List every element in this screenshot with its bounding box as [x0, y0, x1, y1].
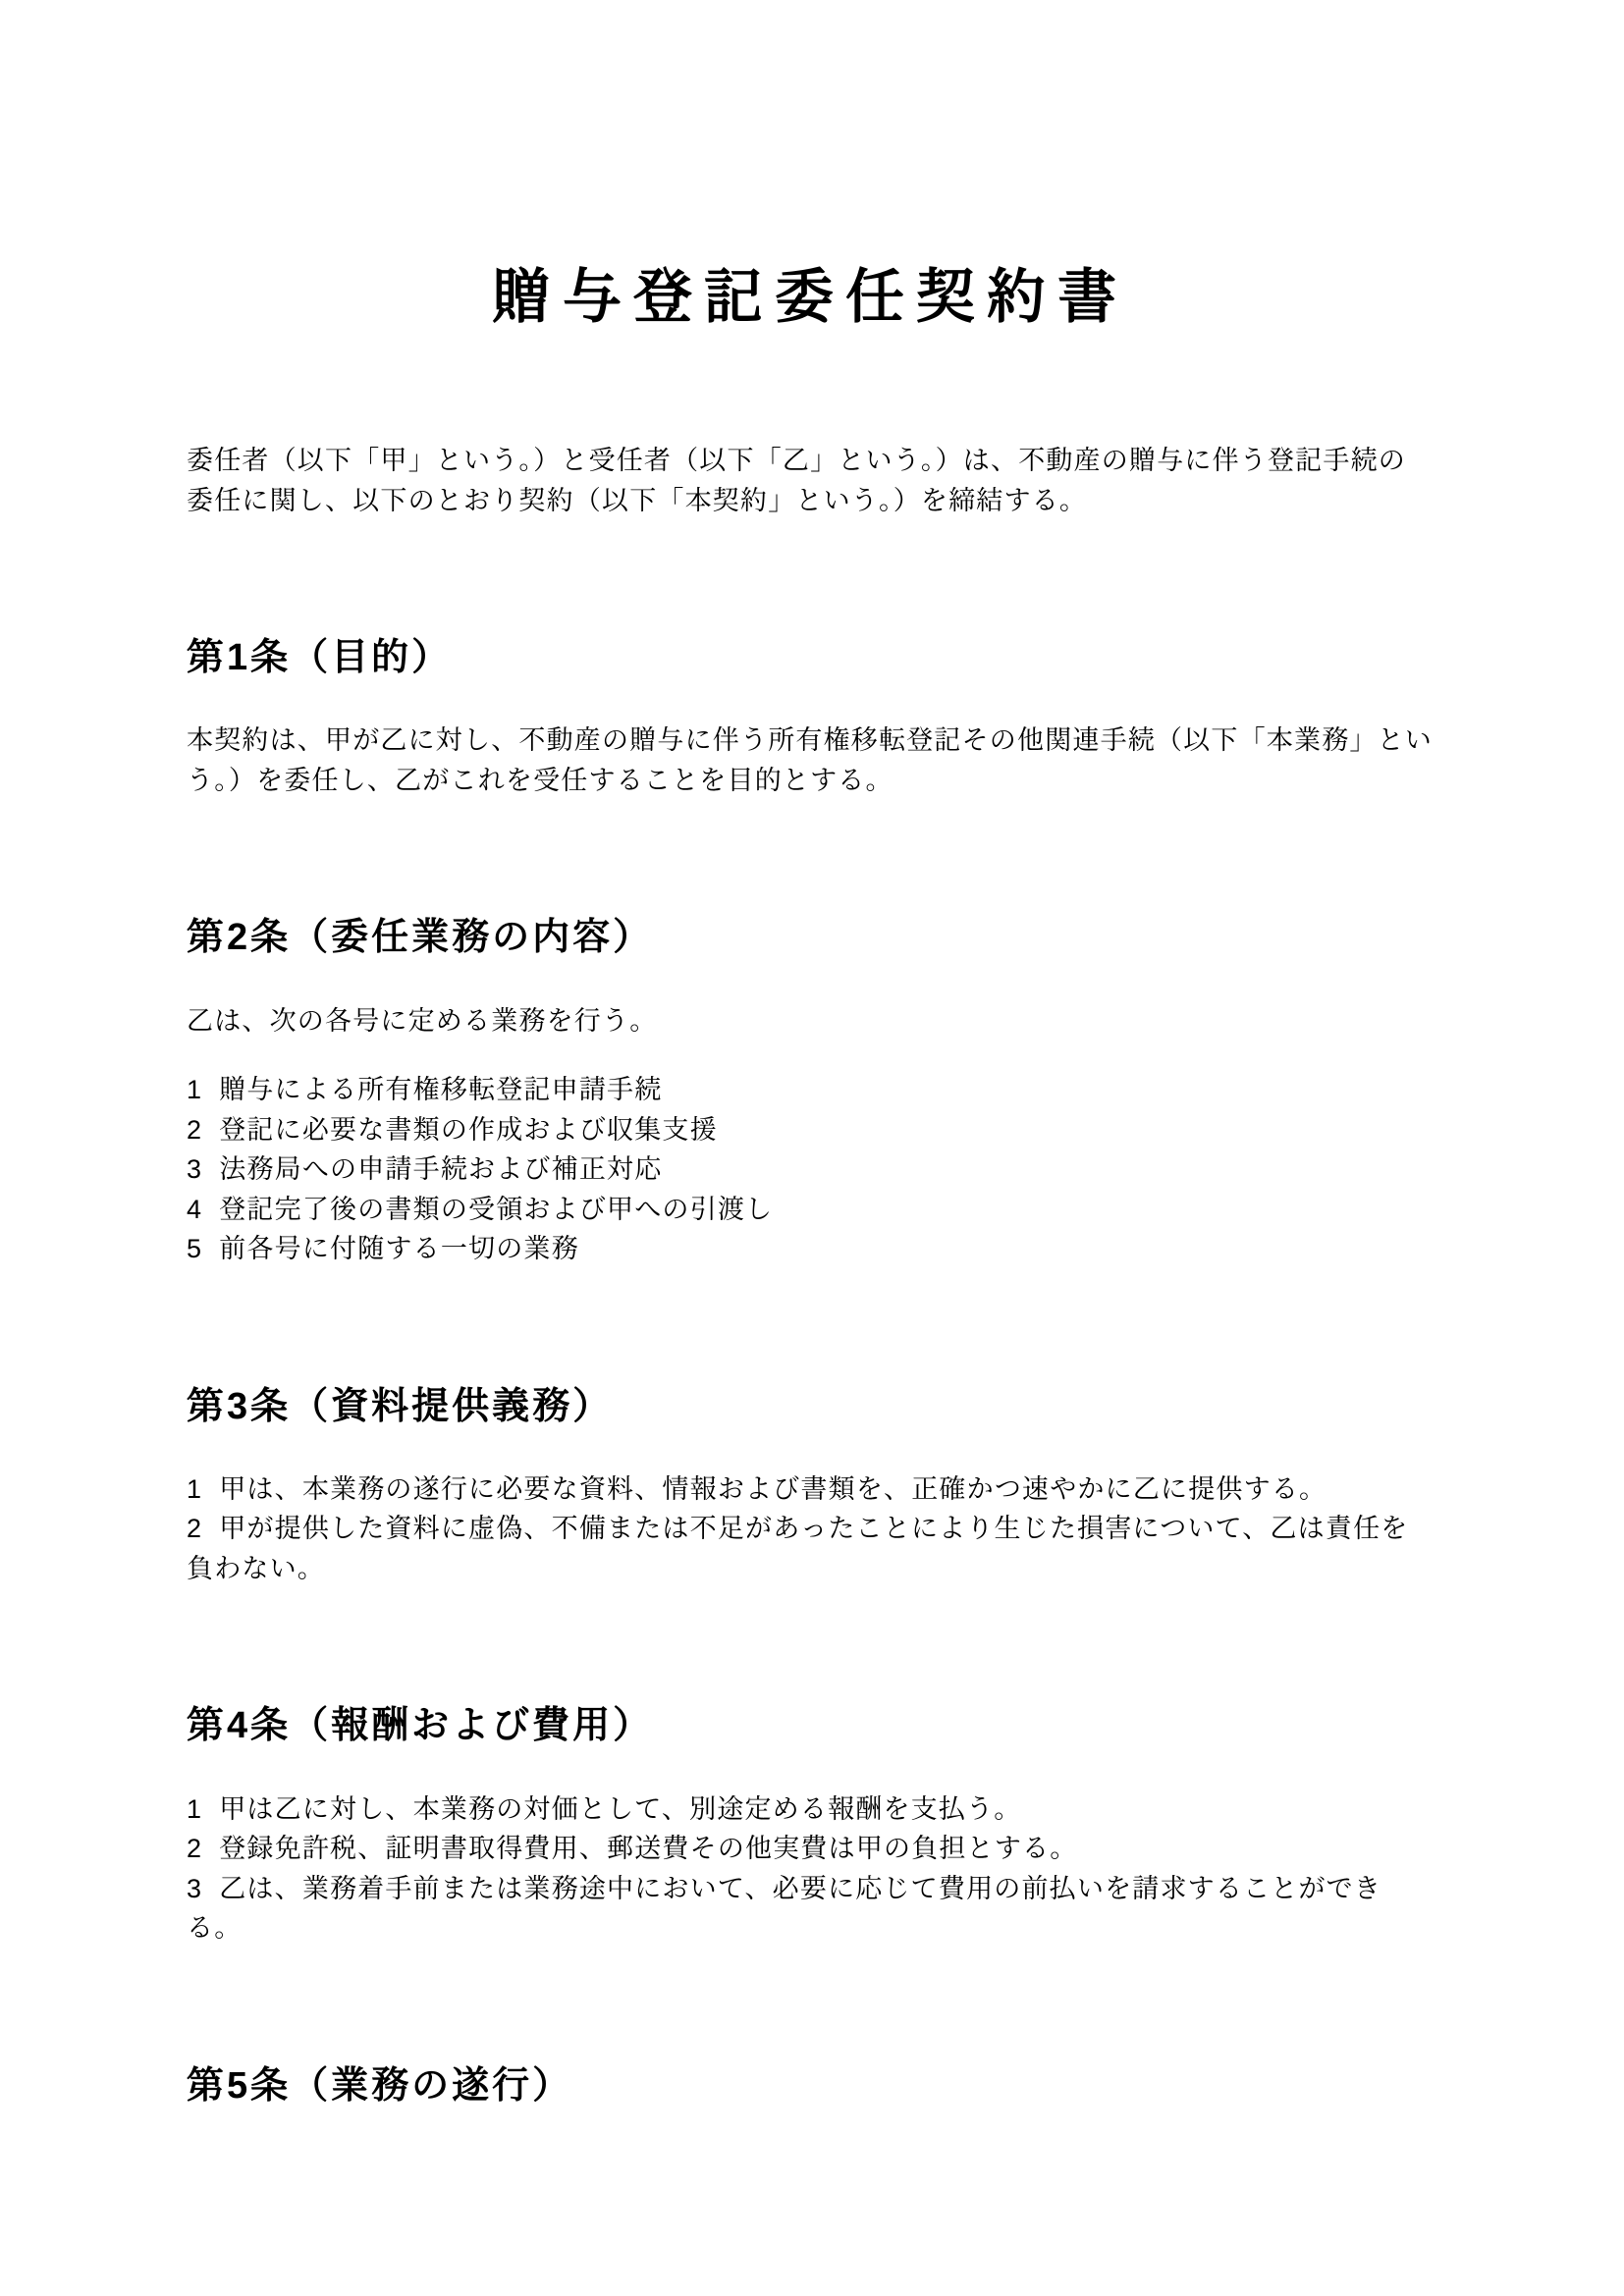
item-text: 甲が提供した資料に虚偽、不備または不足があったことにより生じた損害について、乙は責任を負わない。 — [187, 1514, 1409, 1583]
item-number: 2 — [187, 1834, 203, 1864]
article-1 — [187, 633, 1434, 800]
article-4-heading: 第4条（報酬および費用） — [187, 1705, 654, 1747]
item-text: 登記に必要な書類の作成および収集支援 — [219, 1114, 718, 1145]
item-text: 前各号に付随する一切の業務 — [219, 1234, 579, 1264]
article-5 — [187, 2061, 1434, 2111]
item-text: 贈与による所有権移転登記申請手続 — [219, 1075, 663, 1105]
list-item — [187, 1509, 1434, 1588]
document-title: 贈与登記委任契約書 — [492, 264, 1128, 330]
list-item — [187, 1190, 1434, 1230]
list-item — [187, 1110, 1434, 1150]
list-item — [187, 1469, 1434, 1510]
list-item — [187, 1869, 1434, 1949]
article-4-item-list — [187, 1789, 1434, 1949]
article-4 — [187, 1701, 1434, 1948]
item-number: 1 — [187, 1473, 203, 1504]
item-number: 2 — [187, 1114, 203, 1145]
list-item — [187, 1829, 1434, 1869]
intro-paragraph: 委任者（以下「甲」という。）と受任者（以下「乙」という。）は、不動産の贈与に伴う登記手続の委任に関し、以下のとおり契約（以下「本契約」という。）を締結する。 — [187, 446, 1406, 515]
article-3-item-list — [187, 1469, 1434, 1589]
article-2-item-list — [187, 1070, 1434, 1269]
item-number: 3 — [187, 1154, 203, 1185]
item-number: 5 — [187, 1234, 203, 1264]
item-number: 3 — [187, 1873, 203, 1903]
list-item — [187, 1229, 1434, 1269]
article-3 — [187, 1382, 1434, 1589]
list-item — [187, 1070, 1434, 1110]
article-2-heading: 第2条（委任業務の内容） — [187, 917, 654, 959]
item-text: 甲は乙に対し、本業務の対価として、別途定める報酬を支払う。 — [219, 1793, 1022, 1824]
article-2-lead: 乙は、次の各号に定める業務を行う。 — [187, 1005, 658, 1036]
item-text: 甲は、本業務の遂行に必要な資料、情報および書類を、正確かつ速やかに乙に提供する。 — [219, 1473, 1327, 1504]
article-5-heading: 第5条（業務の遂行） — [187, 2064, 573, 2107]
item-text: 登録免許税、証明書取得費用、郵送費その他実費は甲の負担とする。 — [219, 1834, 1078, 1864]
item-number: 2 — [187, 1514, 203, 1544]
item-text: 乙は、業務着手前または業務途中において、必要に応じて費用の前払いを請求することができる。 — [187, 1873, 1382, 1944]
item-number: 4 — [187, 1194, 203, 1224]
item-number: 1 — [187, 1793, 203, 1824]
article-1-heading: 第1条（目的） — [187, 637, 453, 678]
item-text: 法務局への申請手続および補正対応 — [219, 1154, 663, 1185]
list-item — [187, 1149, 1434, 1190]
item-number: 1 — [187, 1075, 203, 1105]
article-2 — [187, 913, 1434, 1268]
list-item — [187, 1789, 1434, 1830]
article-1-body: 本契約は、甲が乙に対し、不動産の贈与に伴う所有権移転登記その他関連手続（以下「本業務」という。）を委任し、乙がこれを受任することを目的とする。 — [187, 725, 1433, 795]
item-text: 登記完了後の書類の受領および甲への引渡し — [219, 1194, 774, 1224]
article-3-heading: 第3条（資料提供義務） — [187, 1385, 614, 1427]
